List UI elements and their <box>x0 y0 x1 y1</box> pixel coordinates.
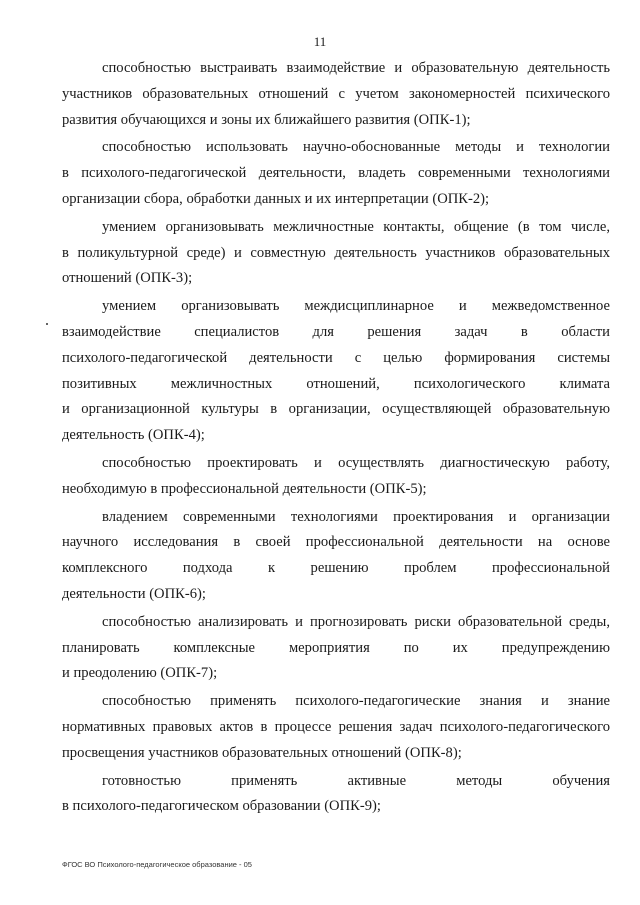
text-line: отношений (ОПК-3); <box>62 270 193 287</box>
paragraph <box>62 56 610 133</box>
text-line: взаимодействие специалистов для решения задач в области <box>62 323 610 340</box>
text-line: и преодолению (ОПК-7); <box>62 665 218 682</box>
text-line: научного исследования в своей профессиональной деятельности на основе <box>62 534 610 551</box>
scan-speck <box>46 323 48 325</box>
text-line: участников образовательных отношений с учетом закономерностей психического <box>62 85 610 102</box>
text-line: нормативных правовых актов в процессе решения задач психолого-педагогического <box>62 718 610 735</box>
page-number: 11 <box>313 34 327 49</box>
text-line: способностью использовать научно-обоснованные методы и технологии <box>102 139 610 156</box>
paragraph <box>62 610 610 687</box>
text-line: владением современными технологиями проектирования и организации <box>102 508 610 525</box>
text-line: готовностью применять активные методы обучения <box>102 772 610 789</box>
text-line: и организационной культуры в организации, осуществляющей образовательную <box>62 401 610 418</box>
text-line: способностью применять психолого-педагогические знания и знание <box>102 693 610 710</box>
paragraph <box>62 294 610 449</box>
paragraph <box>62 215 610 292</box>
text-line: планировать комплексные мероприятия по их предупреждению <box>62 639 610 656</box>
text-line: просвещения участников образовательных отношений (ОПК-8); <box>62 744 462 761</box>
paragraph <box>62 769 610 821</box>
text-line: развития обучающихся и зоны их ближайшего развития (ОПК-1); <box>62 111 471 128</box>
text-line: необходимую в профессиональной деятельности (ОПК-5); <box>62 480 427 497</box>
text-line: в психолого-педагогической деятельности, владеть современными технологиями <box>62 165 610 182</box>
paragraph <box>62 451 610 503</box>
paragraph <box>62 135 610 212</box>
text-line: умением организовывать междисциплинарное и межведомственное <box>102 298 610 315</box>
text-line: способностью анализировать и прогнозировать риски образовательной среды, <box>102 613 610 630</box>
text-line: способностью проектировать и осуществлять диагностическую работу, <box>102 454 610 471</box>
paragraph <box>62 689 610 766</box>
text-line: в поликультурной среде) и совместную деятельность участников образовательных <box>62 244 610 261</box>
page-footer: ФГОС ВО Психолого-педагогическое образование - 05 <box>62 860 252 869</box>
text-line: комплексного подхода к решению проблем профессиональной <box>62 560 610 577</box>
text-line: деятельность (ОПК-4); <box>62 427 205 444</box>
text-line: умением организовывать межличностные контакты, общение (в том числе, <box>102 218 610 235</box>
text-line: в психолого-педагогическом образовании (ОПК-9); <box>62 798 381 815</box>
text-line: способностью выстраивать взаимодействие и образовательную деятельность <box>102 60 610 76</box>
text-line: психолого-педагогической деятельности с целью формирования системы <box>62 349 610 366</box>
paragraph <box>62 505 610 608</box>
document-body <box>62 56 610 822</box>
text-line: деятельности (ОПК-6); <box>62 585 206 602</box>
text-line: позитивных межличностных отношений, психологического климата <box>62 375 610 392</box>
text-line: организации сбора, обработки данных и их интерпретации (ОПК-2); <box>62 190 490 207</box>
